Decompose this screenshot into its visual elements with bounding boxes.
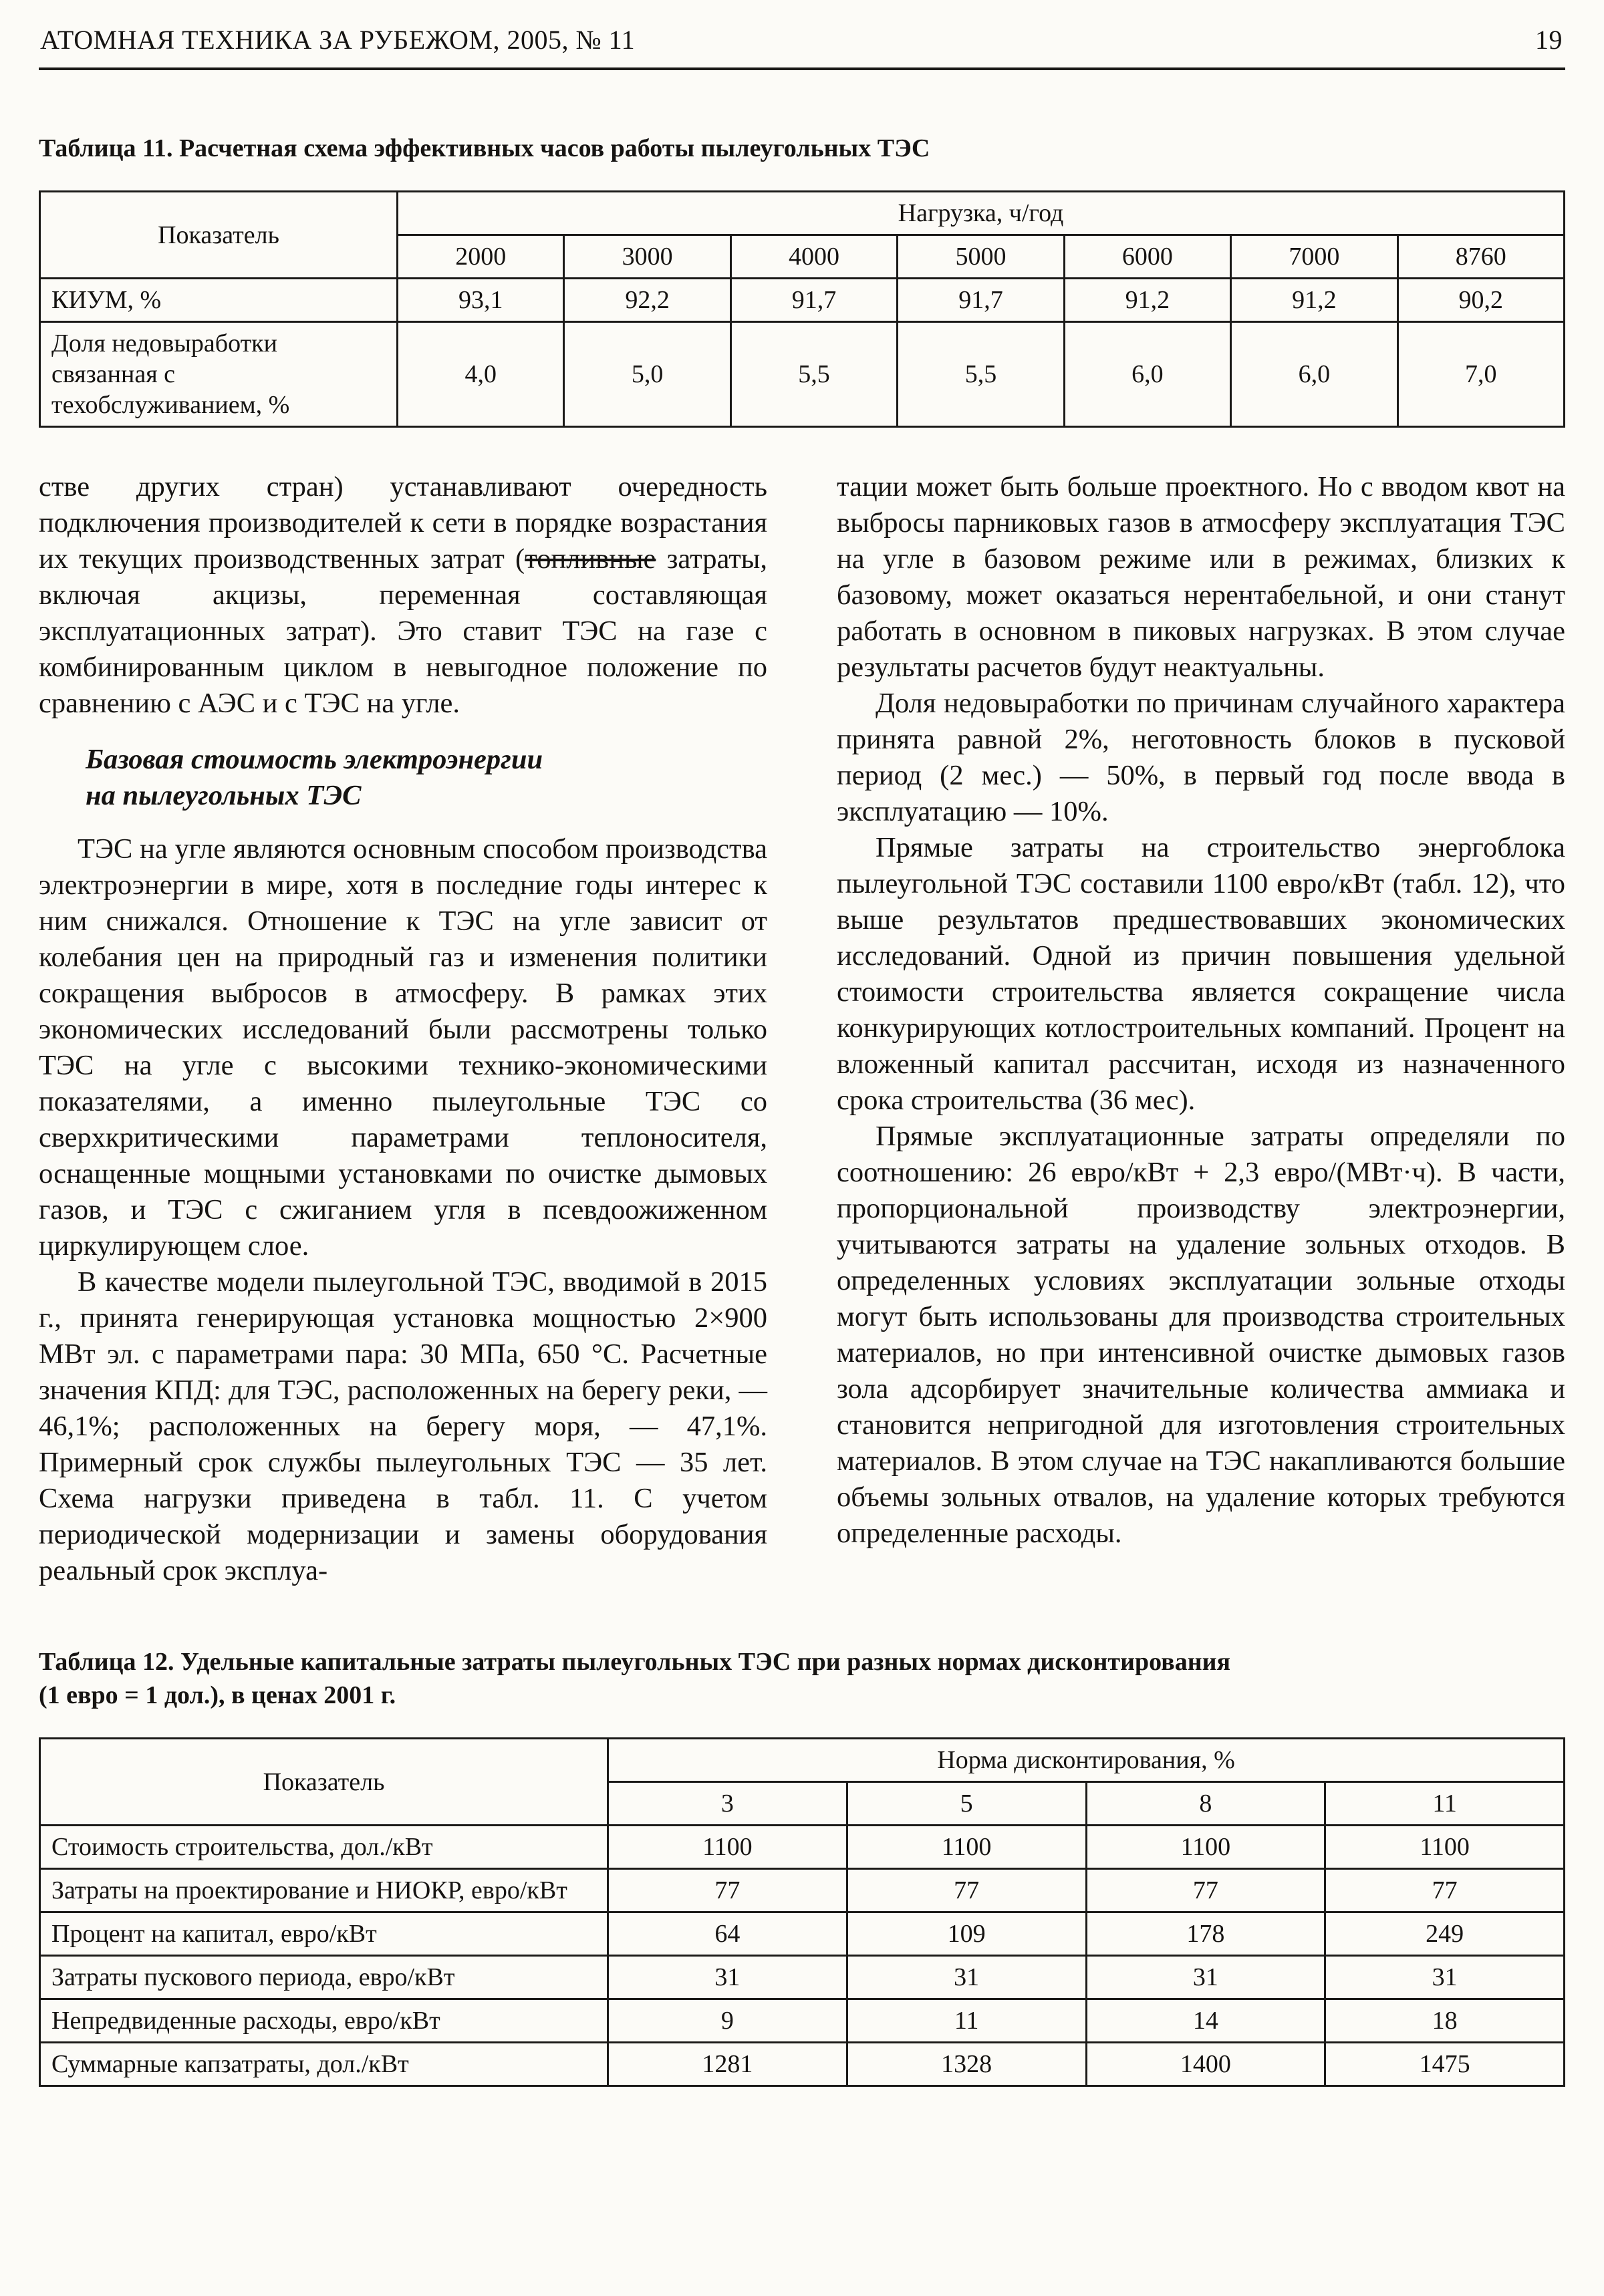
table11-row-label: КИУМ, % <box>40 279 398 322</box>
table12-cell: 18 <box>1325 1999 1565 2043</box>
table11-cell: 91,7 <box>898 279 1064 322</box>
paragraph: ТЭС на угле являются основным способом производства электроэнергии в мире, хотя в последние годы интерес к ним снижался. Отношение к ТЭС на угле зависит от колебания цен на природный газ и изменения политики сокращения выбросов в атмосферу. В рамках этих экономических исследований были рассмотрены только ТЭС на угле с высокими технико-экономическими показателями, а именно пылеугольные ТЭС со сверхкритическими параметрами теплоносителя, оснащенные мощными установками по очистке дымовых газов, и ТЭС с сжиганием угля в псевдоожиженном циркулирующем слое. <box>39 833 767 1262</box>
table11-cell: 5,0 <box>564 322 730 427</box>
table11-cell: 92,2 <box>564 279 730 322</box>
paragraph: Прямые эксплуатационные затраты определяли по соотношению: 26 евро/кВт + 2,3 евро/(МВт·ч). В части, пропорциональной производству электроэнергии, учитываются затраты на удаление зольных отходов. В определенных условиях эксплуатации зольные отходы могут быть использованы для производства строительных материалов, но при интенсивной очистке дымовых газов зола адсорбирует значительные количества аммиака и становится непригодной для изготовления строительных материалов. В этом случае на ТЭС накапливаются большие объемы зольных отвалов, на удаление которых требуются определенные расходы. <box>837 1121 1565 1549</box>
table12-cell: 1100 <box>608 1826 847 1869</box>
table12-caption-line: (1 евро = 1 дол.), в ценах 2001 г. <box>39 1681 396 1709</box>
table12-row-label: Затраты пускового периода, евро/кВт <box>40 1956 608 1999</box>
paragraph: В качестве модели пылеугольной ТЭС, вводимой в 2015 г., принята генерирующая установка мощностью 2×900 МВт эл. с параметрами пара: 30 МПа, 650 °С. Расчетные значения КПД: для ТЭС, расположенных на берегу реки, — 46,1%; расположенных на берегу моря, — 47,1%. Примерный срок службы пылеугольных ТЭС — 35 лет. Схема нагрузки приведена в табл. 11. С учетом периодической модернизации и замены оборудования реальный срок эксплуа- <box>39 1266 767 1586</box>
table-row <box>40 192 1565 235</box>
table12-cell: 9 <box>608 1999 847 2043</box>
table12-row-label: Процент на капитал, евро/кВт <box>40 1912 608 1956</box>
table12-col-header: 8 <box>1086 1782 1325 1826</box>
journal-title: АТОМНАЯ ТЕХНИКА ЗА РУБЕЖОМ, 2005, № 11 <box>40 25 636 55</box>
table11-cell: 4,0 <box>398 322 564 427</box>
table12-cell: 1475 <box>1325 2043 1565 2086</box>
table12-cell: 1100 <box>1086 1826 1325 1869</box>
right-column <box>837 469 1565 1589</box>
table12-cell: 31 <box>847 1956 1086 1999</box>
table11-col-header: 7000 <box>1231 235 1397 279</box>
table11-cell: 5,5 <box>898 322 1064 427</box>
table12-cell: 77 <box>847 1869 1086 1912</box>
table12-col-header: 3 <box>608 1782 847 1826</box>
table11-cell: 91,2 <box>1231 279 1397 322</box>
table11-caption: Таблица 11. Расчетная схема эффективных часов работы пылеугольных ТЭС <box>39 134 930 162</box>
table12-row-label: Непредвиденные расходы, евро/кВт <box>40 1999 608 2043</box>
table12-row-label: Суммарные капзатраты, дол./кВт <box>40 2043 608 2086</box>
paragraph <box>39 469 767 722</box>
table-row <box>40 322 1565 427</box>
table12-cell: 178 <box>1086 1912 1325 1956</box>
paragraph: тации может быть больше проектного. Но с вводом квот на выбросы парниковых газов в атмосферу эксплуатация ТЭС на угле в базовом режиме или в режимах, близких к базовому, может оказаться нерентабельной, и они станут работать в основном в пиковых нагрузках. В этом случае результаты расчетов будут неактуальны. <box>837 471 1565 683</box>
table11-col-header: 8760 <box>1397 235 1564 279</box>
table11-col-header: 3000 <box>564 235 730 279</box>
table-row <box>40 279 1565 322</box>
table12-cell: 11 <box>847 1999 1086 2043</box>
struck-word: топливные <box>525 543 656 575</box>
table12-cell: 1100 <box>1325 1826 1565 1869</box>
table12-cell: 64 <box>608 1912 847 1956</box>
table12-caption-line: Таблица 12. Удельные капитальные затраты пылеугольных ТЭС при разных нормах дисконтирования <box>39 1648 1231 1676</box>
table12-cell: 249 <box>1325 1912 1565 1956</box>
table12-cell: 1100 <box>847 1826 1086 1869</box>
table-11 <box>39 190 1565 428</box>
table11-col-header: 4000 <box>730 235 897 279</box>
running-head <box>39 20 1565 70</box>
table12-caption <box>39 1645 1565 1712</box>
table12-pokazatel-header: Показатель <box>40 1739 608 1826</box>
table12-cell: 77 <box>1325 1869 1565 1912</box>
table12-col-header: 11 <box>1325 1782 1565 1826</box>
table11-cell: 91,2 <box>1064 279 1230 322</box>
table12-group-header: Норма дисконтирования, % <box>608 1739 1565 1782</box>
table12-cell: 14 <box>1086 1999 1325 2043</box>
table11-cell: 91,7 <box>730 279 897 322</box>
table11-col-header: 2000 <box>398 235 564 279</box>
table12-row-label: Стоимость строительства, дол./кВт <box>40 1826 608 1869</box>
table12-cell: 77 <box>608 1869 847 1912</box>
page-number: 19 <box>1535 25 1563 55</box>
table12-cell: 1400 <box>1086 2043 1325 2086</box>
table-row <box>40 1739 1565 1782</box>
table-row <box>40 1869 1565 1912</box>
paragraph: Доля недовыработки по причинам случайного характера принята равной 2%, неготовность блоков в пусковой период (2 мес.) — 50%, в первый год после ввода в эксплуатацию — 10%. <box>837 688 1565 827</box>
table11-col-header: 6000 <box>1064 235 1230 279</box>
table11-col-header: 5000 <box>898 235 1064 279</box>
table-row <box>40 2043 1565 2086</box>
table11-row-label: Доля недовыработки связанная с техобслуживанием, % <box>40 322 398 427</box>
table11-group-header: Нагрузка, ч/год <box>398 192 1565 235</box>
article-body <box>39 469 1565 1589</box>
section-heading <box>86 742 767 814</box>
table11-cell: 5,5 <box>730 322 897 427</box>
section-heading-line: на пылеугольных ТЭС <box>86 780 362 811</box>
table12-col-header: 5 <box>847 1782 1086 1826</box>
table12-row-label: Затраты на проектирование и НИОКР, евро/кВт <box>40 1869 608 1912</box>
paragraph: Прямые затраты на строительство энергоблока пылеугольной ТЭС составили 1100 евро/кВт (табл. 12), что выше результатов предшествовавших экономических исследований. Одной из причин повышения удельной стоимости строительства является сокращение числа конкурирующих котлостроительных компаний. Процент на вложенный капитал рассчитан, исходя из назначенного срока строительства (36 мес). <box>837 832 1565 1116</box>
table11-cell: 6,0 <box>1231 322 1397 427</box>
paragraph-text: затраты, включая акцизы, переменная составляющая эксплуатационных затрат). Это ставит ТЭС на газе с комбинированным циклом в невыгодное положение по сравнению с АЭС и с ТЭС на угле. <box>39 543 767 719</box>
table11-pokazatel-header: Показатель <box>40 192 398 279</box>
table-row <box>40 1912 1565 1956</box>
table12-cell: 31 <box>608 1956 847 1999</box>
table12-cell: 31 <box>1086 1956 1325 1999</box>
table12-cell: 1281 <box>608 2043 847 2086</box>
table11-cell: 90,2 <box>1397 279 1564 322</box>
paragraph-text: стве других стран) устанавливают очередность подключения производителей к сети в порядке возрастания их текущих производственных затрат ( <box>39 471 767 575</box>
table11-cell: 6,0 <box>1064 322 1230 427</box>
table-row <box>40 1956 1565 1999</box>
table11-cell: 93,1 <box>398 279 564 322</box>
section-heading-line: Базовая стоимость электроэнергии <box>86 744 543 775</box>
table-12 <box>39 1737 1565 2087</box>
table12-cell: 77 <box>1086 1869 1325 1912</box>
table11-cell: 7,0 <box>1397 322 1564 427</box>
table12-cell: 1328 <box>847 2043 1086 2086</box>
table12-cell: 109 <box>847 1912 1086 1956</box>
table-row <box>40 1826 1565 1869</box>
table-row <box>40 1999 1565 2043</box>
left-column <box>39 469 767 1589</box>
table12-cell: 31 <box>1325 1956 1565 1999</box>
